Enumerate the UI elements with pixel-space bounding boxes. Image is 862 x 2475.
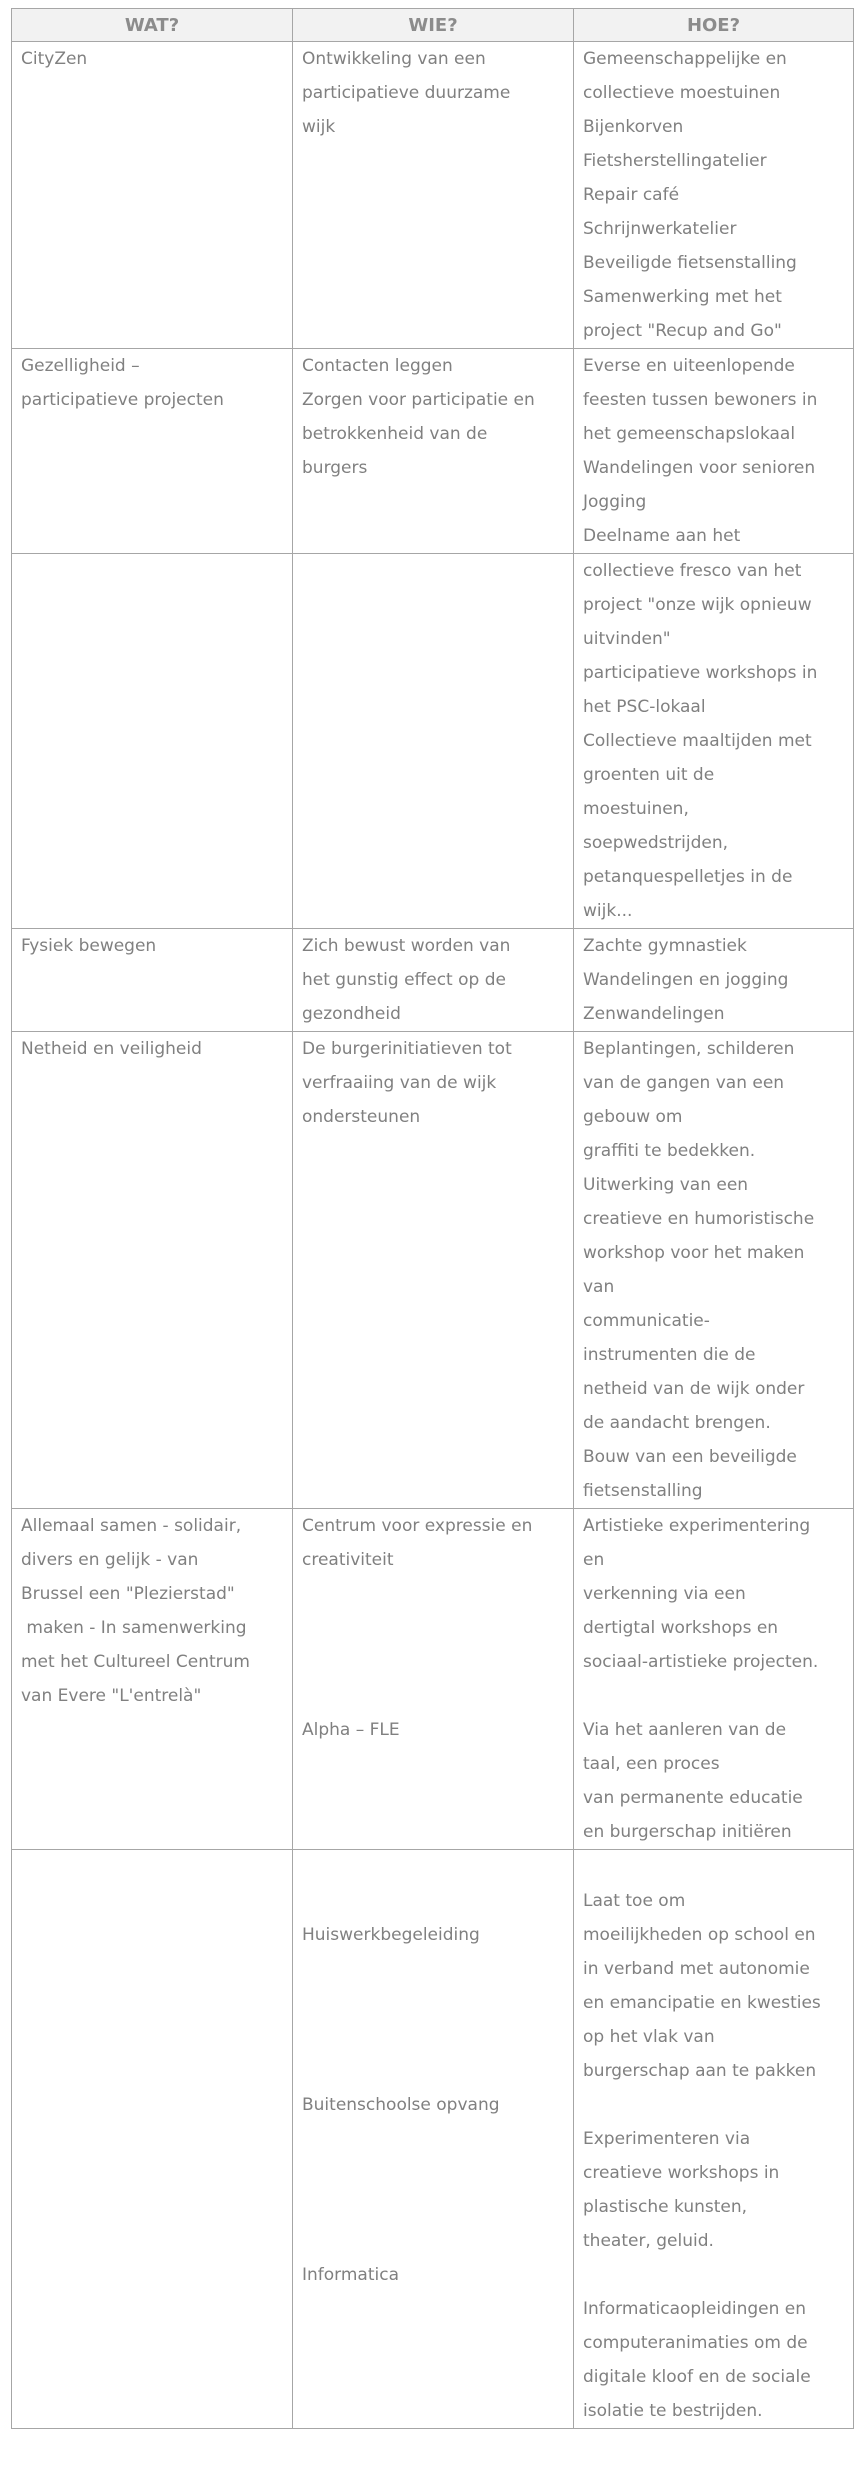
cell-text-line: Via het aanleren van de — [583, 1720, 787, 1740]
cell-hoe — [574, 1032, 854, 1509]
blank-line — [302, 1884, 567, 1918]
cell-text-line: Ontwikkeling van een — [302, 49, 486, 69]
cell-wat — [12, 1509, 293, 1850]
blank-line — [302, 1645, 567, 1679]
cell-hoe — [574, 349, 854, 554]
table-row — [12, 349, 854, 554]
cell-text-line: verfraaiing van de wijk — [302, 1073, 497, 1093]
cell-text-line: Fietsherstellingatelier — [583, 151, 767, 171]
cell-text-line: Gezelligheid – — [21, 356, 140, 376]
blank-line — [302, 1850, 567, 1884]
cell-text-line: petanquespelletjes in de — [583, 867, 793, 887]
cell-hoe — [574, 1850, 854, 2429]
cell-text-line: Jogging — [583, 492, 647, 512]
blank-line — [302, 2156, 567, 2190]
blank-line — [302, 1577, 567, 1611]
cell-text-line: moestuinen, — [583, 799, 689, 819]
cell-wat — [12, 554, 293, 929]
blank-line — [583, 1679, 847, 1713]
cell-text-line: het gemeenschapslokaal — [583, 424, 796, 444]
cell-text-line: en burgerschap initiëren — [583, 1822, 792, 1842]
cell-text-line: uitvinden" — [583, 629, 671, 649]
cell-text-line: digitale kloof en de sociale — [583, 2367, 811, 2387]
cell-text-line: het PSC-lokaal — [583, 697, 706, 717]
cell-text-line: Zenwandelingen — [583, 1004, 725, 1024]
blank-line — [302, 1679, 567, 1713]
cell-hoe — [574, 1509, 854, 1850]
blank-line — [302, 1611, 567, 1645]
cell-text-line: Beplantingen, schilderen — [583, 1039, 795, 1059]
cell-text-line: Wandelingen voor senioren — [583, 458, 816, 478]
cell-text-line: creatieve workshops in — [583, 2163, 780, 2183]
table-row — [12, 1032, 854, 1509]
cell-text-line: Artistieke experimentering — [583, 1516, 811, 1536]
cell-text-line: De burgerinitiatieven tot — [302, 1039, 512, 1059]
cell-text-line: Zachte gymnastiek — [583, 936, 747, 956]
cell-text-line: sociaal-artistieke projecten. — [583, 1652, 819, 1672]
cell-text-line: burgerschap aan te pakken — [583, 2061, 817, 2081]
cell-text-line: het gunstig effect op de — [302, 970, 506, 990]
cell-text-line: workshop voor het maken — [583, 1243, 805, 1263]
cell-text-line: van Evere "L'entrelà" — [21, 1686, 202, 1706]
cell-wie — [293, 42, 574, 349]
cell-hoe — [574, 929, 854, 1032]
blank-line — [302, 1986, 567, 2020]
cell-hoe — [574, 42, 854, 349]
cell-text-line: op het vlak van — [583, 2027, 715, 2047]
cell-text-line: creativiteit — [302, 1550, 394, 1570]
cell-text-line: gezondheid — [302, 1004, 401, 1024]
cell-text-line: Wandelingen en jogging — [583, 970, 789, 990]
blank-line — [302, 2122, 567, 2156]
table-row — [12, 554, 854, 929]
cell-wie — [293, 554, 574, 929]
cell-text-line: computeranimaties om de — [583, 2333, 808, 2353]
cell-text-line: Deelname aan het — [583, 526, 741, 546]
cell-text-line: project "onze wijk opnieuw — [583, 595, 812, 615]
cell-text-line: Collectieve maaltijden met — [583, 731, 812, 751]
table-row — [12, 42, 854, 349]
cell-text-line: Allemaal samen - solidair, — [21, 1516, 242, 1536]
cell-wat — [12, 1850, 293, 2429]
table-row — [12, 1509, 854, 1850]
cell-text-line: collectieve fresco van het — [583, 561, 802, 581]
cell-text-line: Brussel een "Plezierstad" — [21, 1584, 235, 1604]
table-row — [12, 929, 854, 1032]
cell-text-line: participatieve workshops in — [583, 663, 818, 683]
cell-text-line: van de gangen van een — [583, 1073, 785, 1093]
cell-text-line: participatieve projecten — [21, 390, 224, 410]
cell-text-line: Centrum voor expressie en — [302, 1516, 533, 1536]
header-wat: WAT? — [12, 9, 293, 42]
cell-text-line: Netheid en veiligheid — [21, 1039, 202, 1059]
cell-wie — [293, 1032, 574, 1509]
cell-text-line: plastische kunsten, — [583, 2197, 748, 2217]
cell-text-line: Uitwerking van een — [583, 1175, 749, 1195]
cell-text-line: maken - In samenwerking — [21, 1618, 247, 1638]
cell-text-line: Laat toe om — [583, 1891, 686, 1911]
cell-text-line: en emancipatie en kwesties — [583, 1993, 821, 2013]
cell-text-line: Contacten leggen — [302, 356, 453, 376]
cell-text-line: wijk... — [583, 901, 633, 921]
cell-text-line: in verband met autonomie — [583, 1959, 810, 1979]
header-hoe: HOE? — [574, 9, 854, 42]
blank-line — [302, 2054, 567, 2088]
blank-line — [302, 2020, 567, 2054]
cell-text-line: fietsenstalling — [583, 1481, 703, 1501]
cell-text-line: theater, geluid. — [583, 2231, 714, 2251]
cell-text-line: instrumenten die de — [583, 1345, 756, 1365]
cell-text-line: participatieve duurzame — [302, 83, 511, 103]
header-row — [12, 9, 854, 42]
cell-wat — [12, 1032, 293, 1509]
blank-line — [583, 2088, 847, 2122]
cell-text-line: wijk — [302, 117, 336, 137]
table-row — [12, 1850, 854, 2429]
cell-text-line: ondersteunen — [302, 1107, 421, 1127]
cell-text-line: met het Cultureel Centrum — [21, 1652, 250, 1672]
cell-wat — [12, 929, 293, 1032]
cell-text-line: van — [583, 1277, 615, 1297]
cell-text-line: feesten tussen bewoners in — [583, 390, 818, 410]
cell-text-line: graffiti te bedekken. — [583, 1141, 756, 1161]
cell-wat — [12, 42, 293, 349]
cell-text-line: verkenning via een — [583, 1584, 746, 1604]
cell-wie — [293, 1509, 574, 1850]
header-wie: WIE? — [293, 9, 574, 42]
cell-text-line: betrokkenheid van de — [302, 424, 488, 444]
cell-text-line: en — [583, 1550, 605, 1570]
cell-text-line: creatieve en humoristische — [583, 1209, 815, 1229]
cell-text-line: Zorgen voor participatie en — [302, 390, 535, 410]
cell-text-line: Samenwerking met het — [583, 287, 782, 307]
cell-text-line: dertigtal workshops en — [583, 1618, 779, 1638]
cell-text-line: collectieve moestuinen — [583, 83, 781, 103]
cell-text-line: Alpha – FLE — [302, 1720, 400, 1740]
cell-text-line: Schrijnwerkatelier — [583, 219, 737, 239]
cell-text-line: divers en gelijk - van — [21, 1550, 199, 1570]
cell-text-line: van permanente educatie — [583, 1788, 803, 1808]
cell-text-line: Experimenteren via — [583, 2129, 751, 2149]
cell-text-line: netheid van de wijk onder — [583, 1379, 805, 1399]
cell-text-line: CityZen — [21, 49, 88, 69]
cell-wie — [293, 349, 574, 554]
cell-wie — [293, 929, 574, 1032]
blank-line — [302, 1952, 567, 1986]
cell-text-line: de aandacht brengen. — [583, 1413, 771, 1433]
blank-line — [302, 2224, 567, 2258]
cell-text-line: Beveiligde fietsenstalling — [583, 253, 797, 273]
cell-hoe — [574, 554, 854, 929]
cell-text-line: Bouw van een beveiligde — [583, 1447, 797, 1467]
cell-text-line: isolatie te bestrijden. — [583, 2401, 763, 2421]
cell-text-line: Informatica — [302, 2265, 399, 2285]
blank-line — [583, 2258, 847, 2292]
cell-wie — [293, 1850, 574, 2429]
cell-text-line: Gemeenschappelijke en — [583, 49, 787, 69]
cell-text-line: Repair café — [583, 185, 680, 205]
cell-text-line: Informaticaopleidingen en — [583, 2299, 807, 2319]
cell-text-line: moeilijkheden op school en — [583, 1925, 816, 1945]
cell-text-line: Zich bewust worden van — [302, 936, 511, 956]
cell-wat — [12, 349, 293, 554]
cell-text-line: project "Recup and Go" — [583, 321, 782, 341]
cell-text-line: taal, een proces — [583, 1754, 720, 1774]
cell-text-line: soepwedstrijden, — [583, 833, 729, 853]
activities-table — [11, 8, 854, 2429]
cell-text-line: Huiswerkbegeleiding — [302, 1925, 480, 1945]
blank-line — [583, 1850, 847, 1884]
cell-text-line: Fysiek bewegen — [21, 936, 157, 956]
cell-text-line: burgers — [302, 458, 368, 478]
cell-text-line: Bijenkorven — [583, 117, 684, 137]
cell-text-line: Everse en uiteenlopende — [583, 356, 795, 376]
blank-line — [302, 2190, 567, 2224]
cell-text-line: Buitenschoolse opvang — [302, 2095, 500, 2115]
cell-text-line: gebouw om — [583, 1107, 683, 1127]
cell-text-line: groenten uit de — [583, 765, 715, 785]
cell-text-line: communicatie- — [583, 1311, 710, 1331]
